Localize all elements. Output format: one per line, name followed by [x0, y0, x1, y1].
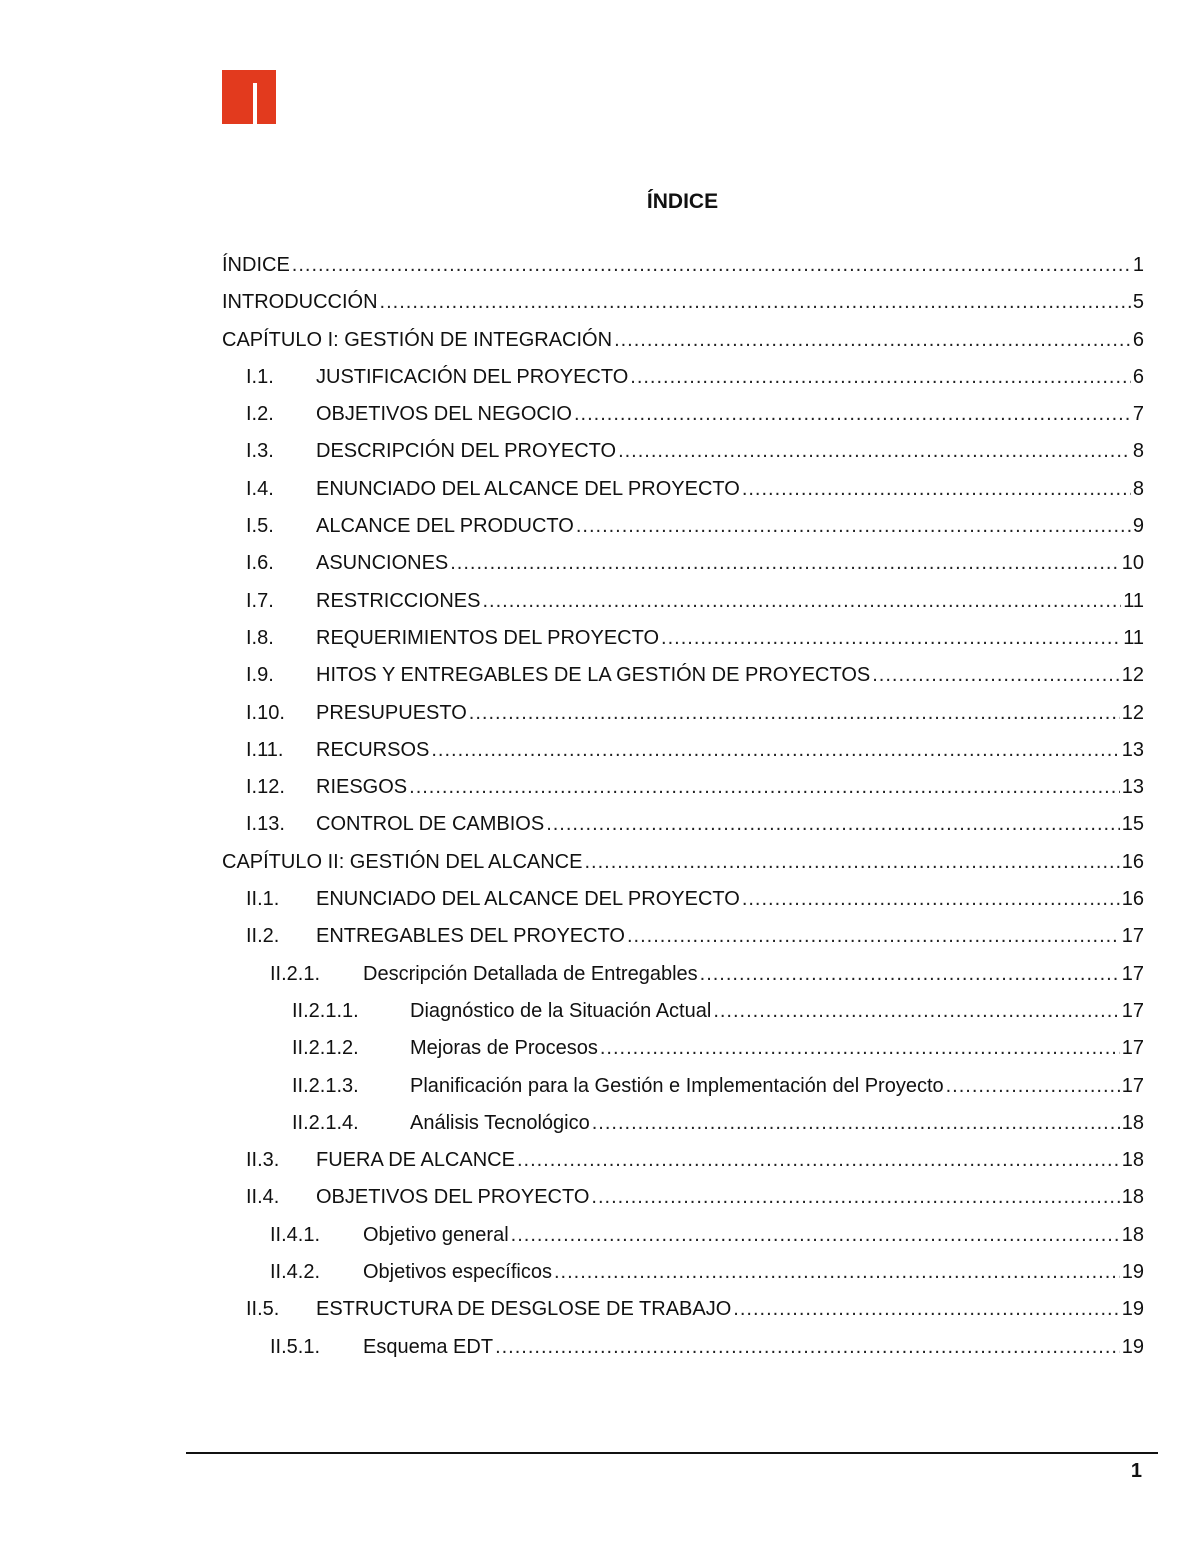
toc-entry-number: II.5. — [246, 1298, 280, 1321]
toc-entry-title: RIESGOS — [316, 776, 408, 799]
toc-entry[interactable] — [222, 1068, 1144, 1105]
toc-dot-leader — [733, 1291, 1119, 1328]
toc-entry-page: 6 — [1132, 365, 1144, 388]
toc-entry-number: I.6. — [246, 552, 274, 575]
toc-dot-leader — [546, 806, 1120, 843]
toc-entry-title: Planificación para la Gestión e Implementación del Proyecto — [410, 1074, 944, 1097]
toc-entry-title: FUERA DE ALCANCE — [316, 1149, 515, 1172]
toc-entry[interactable] — [222, 956, 1144, 993]
toc-entry-page: 12 — [1121, 701, 1144, 724]
toc-entry[interactable] — [222, 545, 1144, 582]
toc-entry-title: OBJETIVOS DEL NEGOCIO — [316, 403, 572, 426]
toc-entry[interactable] — [222, 471, 1144, 508]
toc-entry-number: I.11. — [246, 738, 284, 761]
toc-entry[interactable] — [222, 359, 1144, 396]
toc-dot-leader — [600, 1030, 1120, 1067]
toc-dot-leader — [431, 732, 1119, 769]
toc-entry[interactable] — [222, 918, 1144, 955]
toc-entry-page: 8 — [1132, 477, 1144, 500]
toc-entry-number: I.8. — [246, 626, 274, 649]
toc-entry-number: I.12. — [246, 776, 285, 799]
toc-entry-number: II.2.1. — [270, 962, 321, 985]
toc-entry-page: 19 — [1121, 1298, 1144, 1321]
toc-entry-number: I.7. — [246, 589, 274, 612]
toc-entry-page: 10 — [1121, 552, 1144, 575]
toc-entry-page: 18 — [1121, 1223, 1144, 1246]
toc-entry-title: ENTREGABLES DEL PROYECTO — [316, 925, 625, 948]
toc-entry-number: II.2.1.2. — [292, 1037, 359, 1060]
toc-entry-title: Mejoras de Procesos — [410, 1037, 598, 1060]
toc-entry-title: RESTRICCIONES — [316, 589, 481, 612]
toc-entry[interactable] — [222, 1179, 1144, 1216]
toc-entry-title: Análisis Tecnológico — [410, 1111, 590, 1134]
toc-entry-number: II.4. — [246, 1186, 280, 1209]
toc-entry[interactable] — [222, 322, 1144, 359]
toc-entry-page: 13 — [1121, 738, 1144, 761]
toc-entry-page: 11 — [1123, 626, 1144, 649]
toc-dot-leader — [591, 1179, 1119, 1216]
toc-dot-leader — [469, 695, 1120, 732]
toc-dot-leader — [700, 956, 1120, 993]
toc-entry[interactable] — [222, 769, 1144, 806]
toc-entry-page: 17 — [1121, 1074, 1144, 1097]
toc-entry-page: 17 — [1121, 925, 1144, 948]
toc-dot-leader — [574, 396, 1131, 433]
toc-entry-page: 9 — [1132, 515, 1144, 538]
toc-entry-page: 15 — [1121, 813, 1144, 836]
toc-dot-leader — [592, 1105, 1120, 1142]
toc-entry-number: II.4.1. — [270, 1223, 321, 1246]
toc-entry[interactable] — [222, 1291, 1144, 1328]
toc-entry-title: ASUNCIONES — [316, 552, 449, 575]
toc-dot-leader — [630, 359, 1131, 396]
toc-entry[interactable] — [222, 433, 1144, 470]
toc-entry-number: I.3. — [246, 440, 274, 463]
toc-dot-leader — [584, 844, 1119, 881]
brand-logo-icon — [222, 70, 276, 124]
toc-entry[interactable] — [222, 1105, 1144, 1142]
footer-divider — [186, 1452, 1158, 1454]
toc-entry-page: 6 — [1132, 328, 1144, 351]
toc-dot-leader — [576, 508, 1131, 545]
toc-entry-page: 19 — [1121, 1261, 1144, 1284]
toc-entry-number: I.1. — [246, 365, 274, 388]
toc-entry-number: I.9. — [246, 664, 274, 687]
toc-entry[interactable] — [222, 620, 1144, 657]
toc-entry-title: INTRODUCCIÓN — [222, 291, 378, 314]
toc-entry-page: 16 — [1121, 888, 1144, 911]
toc-entry[interactable] — [222, 1254, 1144, 1291]
toc-entry-number: II.2.1.4. — [292, 1111, 359, 1134]
toc-entry-number: II.2. — [246, 925, 280, 948]
toc-entry-page: 7 — [1132, 403, 1144, 426]
toc-dot-leader — [511, 1217, 1120, 1254]
toc-entry-title: DESCRIPCIÓN DEL PROYECTO — [316, 440, 617, 463]
toc-entry[interactable] — [222, 284, 1144, 321]
toc-entry-page: 17 — [1121, 999, 1144, 1022]
toc-dot-leader — [713, 993, 1119, 1030]
toc-entry-title: ENUNCIADO DEL ALCANCE DEL PROYECTO — [316, 888, 740, 911]
toc-dot-leader — [292, 247, 1131, 284]
toc-dot-leader — [495, 1329, 1120, 1366]
toc-dot-leader — [409, 769, 1120, 806]
toc-dot-leader — [742, 471, 1131, 508]
toc-entry-number: II.4.2. — [270, 1261, 321, 1284]
toc-dot-leader — [946, 1068, 1120, 1105]
toc-entry[interactable] — [222, 583, 1144, 620]
toc-entry-number: I.4. — [246, 477, 274, 500]
toc-entry-number: II.2.1.3. — [292, 1074, 359, 1097]
toc-entry-page: 16 — [1121, 850, 1144, 873]
toc-entry[interactable] — [222, 1030, 1144, 1067]
toc-entry-title: ÍNDICE — [222, 254, 290, 276]
toc-entry[interactable] — [222, 844, 1144, 881]
toc-entry-title: RECURSOS — [316, 738, 430, 761]
toc-entry[interactable] — [222, 695, 1144, 732]
toc-entry-number: II.1. — [246, 888, 280, 911]
toc-entry-title: CONTROL DE CAMBIOS — [316, 813, 545, 836]
toc-entry[interactable] — [222, 657, 1144, 694]
toc-entry-title: ALCANCE DEL PRODUCTO — [316, 515, 574, 538]
toc-entry[interactable] — [222, 508, 1144, 545]
toc-dot-leader — [554, 1254, 1120, 1291]
toc-entry-number: I.2. — [246, 403, 274, 426]
page-number: 1 — [1130, 1460, 1142, 1482]
table-of-contents — [222, 247, 1144, 1366]
toc-entry[interactable] — [222, 1142, 1144, 1179]
toc-entry-page: 18 — [1121, 1186, 1144, 1209]
toc-dot-leader — [742, 881, 1120, 918]
toc-entry-number: II.5.1. — [270, 1335, 321, 1358]
toc-entry-title: Esquema EDT — [363, 1335, 494, 1358]
toc-entry-title: Objetivo general — [363, 1223, 509, 1246]
toc-entry-number: I.5. — [246, 515, 274, 538]
toc-entry-title: ENUNCIADO DEL ALCANCE DEL PROYECTO — [316, 477, 740, 500]
toc-dot-leader — [618, 433, 1131, 470]
toc-entry-title: OBJETIVOS DEL PROYECTO — [316, 1186, 590, 1209]
toc-entry[interactable] — [222, 1329, 1144, 1366]
toc-dot-leader — [872, 657, 1120, 694]
page-title: ÍNDICE — [646, 190, 719, 213]
toc-entry-number: I.10. — [246, 701, 285, 724]
toc-dot-leader — [614, 322, 1131, 359]
toc-dot-leader — [380, 284, 1131, 321]
toc-entry-page: 1 — [1132, 254, 1144, 276]
toc-entry-title: PRESUPUESTO — [316, 701, 467, 724]
toc-entry-number: II.3. — [246, 1149, 280, 1172]
toc-entry-page: 11 — [1123, 589, 1144, 612]
toc-entry[interactable] — [222, 993, 1144, 1030]
toc-entry-title: HITOS Y ENTREGABLES DE LA GESTIÓN DE PROYECTOS — [316, 664, 871, 687]
toc-entry-title: ESTRUCTURA DE DESGLOSE DE TRABAJO — [316, 1298, 732, 1321]
toc-entry-title: Objetivos específicos — [363, 1261, 552, 1284]
toc-entry-number: I.13. — [246, 813, 285, 836]
toc-dot-leader — [517, 1142, 1120, 1179]
toc-entry-title: Descripción Detallada de Entregables — [363, 962, 698, 985]
toc-entry-page: 12 — [1121, 664, 1144, 687]
toc-dot-leader — [627, 918, 1120, 955]
toc-dot-leader — [482, 583, 1121, 620]
toc-entry[interactable] — [222, 396, 1144, 433]
toc-entry-page: 5 — [1132, 291, 1144, 314]
toc-entry-page: 17 — [1121, 962, 1144, 985]
toc-entry-page: 18 — [1121, 1111, 1144, 1134]
toc-entry-title: CAPÍTULO I: GESTIÓN DE INTEGRACIÓN — [222, 328, 613, 351]
toc-entry-title: REQUERIMIENTOS DEL PROYECTO — [316, 626, 660, 649]
toc-entry-page: 8 — [1132, 440, 1144, 463]
toc-entry[interactable] — [222, 806, 1144, 843]
toc-entry-title: Diagnóstico de la Situación Actual — [410, 999, 712, 1022]
toc-entry-title: JUSTIFICACIÓN DEL PROYECTO — [316, 365, 629, 388]
toc-entry-page: 13 — [1121, 776, 1144, 799]
toc-entry[interactable] — [222, 247, 1144, 284]
toc-entry[interactable] — [222, 732, 1144, 769]
toc-entry-page: 17 — [1121, 1037, 1144, 1060]
toc-entry-number: II.2.1.1. — [292, 999, 359, 1022]
toc-entry-title: CAPÍTULO II: GESTIÓN DEL ALCANCE — [222, 850, 583, 873]
toc-entry-page: 19 — [1121, 1335, 1144, 1358]
toc-entry-page: 18 — [1121, 1149, 1144, 1172]
toc-entry[interactable] — [222, 1217, 1144, 1254]
toc-dot-leader — [661, 620, 1121, 657]
toc-entry[interactable] — [222, 881, 1144, 918]
toc-dot-leader — [450, 545, 1120, 582]
